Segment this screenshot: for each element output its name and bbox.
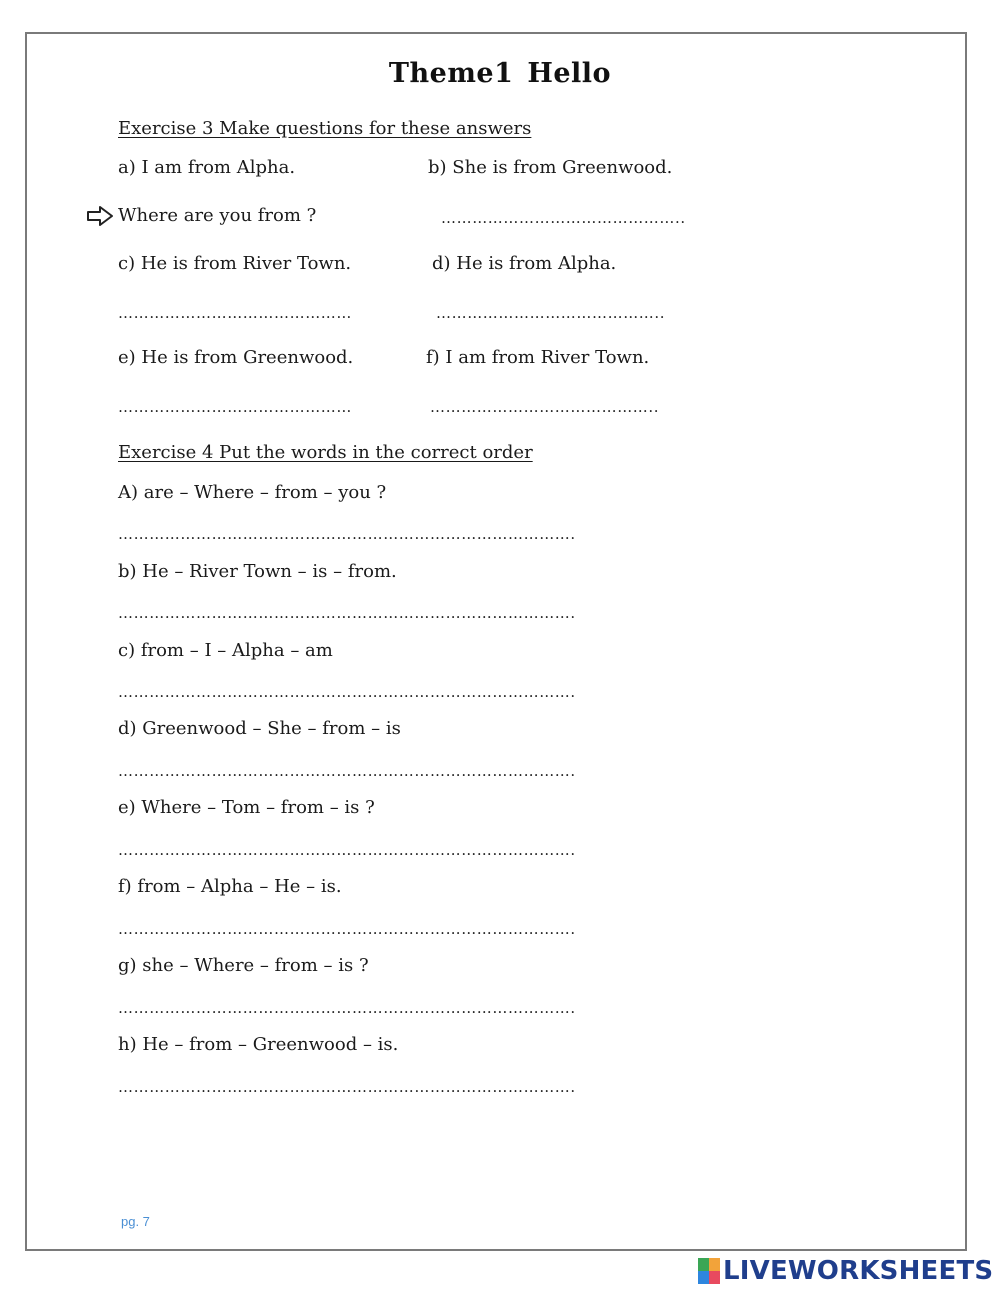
liveworksheets-brand[interactable]: [698, 1256, 993, 1286]
ex4-answer-line-b[interactable]: …………………………………………………………………………….: [118, 604, 576, 622]
exercise-4-heading: Exercise 4 Put the words in the correct order: [118, 442, 533, 463]
ex4-prompt-f: f) from – Alpha – He – is.: [118, 876, 342, 897]
ex3-answer-c: c) He is from River Town.: [118, 253, 352, 274]
ex3-example-question: Where are you from ?: [118, 205, 317, 226]
right-arrow-outline-icon: [86, 205, 114, 227]
ex4-answer-line-g[interactable]: …………………………………………………………………………….: [118, 999, 576, 1017]
ex4-answer-line-h[interactable]: …………………………………………………………………………….: [118, 1078, 576, 1096]
ex4-prompt-a: A) are – Where – from – you ?: [118, 482, 387, 503]
ex3-answer-d: d) He is from Alpha.: [432, 253, 617, 274]
ex4-prompt-e: e) Where – Tom – from – is ?: [118, 797, 375, 818]
ex4-answer-line-a[interactable]: …………………………………………………………………………….: [118, 525, 576, 543]
exercise-3-heading: Exercise 3 Make questions for these answers: [118, 118, 532, 139]
title-theme: Theme1: [388, 58, 514, 89]
ex4-prompt-h: h) He – from – Greenwood – is.: [118, 1034, 399, 1055]
ex4-answer-line-c[interactable]: …………………………………………………………………………….: [118, 683, 576, 701]
ex3-answer-line-d[interactable]: ……………………………………..: [436, 304, 666, 322]
ex3-answer-b: b) She is from Greenwood.: [428, 157, 673, 178]
ex3-answer-a: a) I am from Alpha.: [118, 157, 296, 178]
ex4-answer-line-f[interactable]: …………………………………………………………………………….: [118, 920, 576, 938]
ex4-prompt-b: b) He – River Town – is – from.: [118, 561, 397, 582]
ex4-prompt-d: d) Greenwood – She – from – is: [118, 718, 401, 739]
ex4-answer-line-d[interactable]: …………………………………………………………………………….: [118, 762, 576, 780]
liveworksheets-logo-icon: [698, 1258, 720, 1284]
ex3-answer-line-e[interactable]: ………………………………………: [118, 398, 352, 416]
ex3-answer-f: f) I am from River Town.: [426, 347, 650, 368]
ex4-prompt-c: c) from – I – Alpha – am: [118, 640, 333, 661]
brand-name: LIVEWORKSHEETS: [723, 1256, 994, 1286]
ex3-answer-line-c[interactable]: ………………………………………: [118, 304, 352, 322]
page-number: pg. 7: [121, 1214, 150, 1229]
ex3-answer-e: e) He is from Greenwood.: [118, 347, 354, 368]
ex3-answer-line-b[interactable]: ………………………………………..: [441, 209, 686, 227]
page-title: [0, 58, 1000, 89]
ex4-prompt-g: g) she – Where – from – is ?: [118, 955, 369, 976]
title-hello: Hello: [527, 58, 612, 89]
ex4-answer-line-e[interactable]: …………………………………………………………………………….: [118, 841, 576, 859]
ex3-answer-line-f[interactable]: ……………………………………..: [430, 398, 660, 416]
